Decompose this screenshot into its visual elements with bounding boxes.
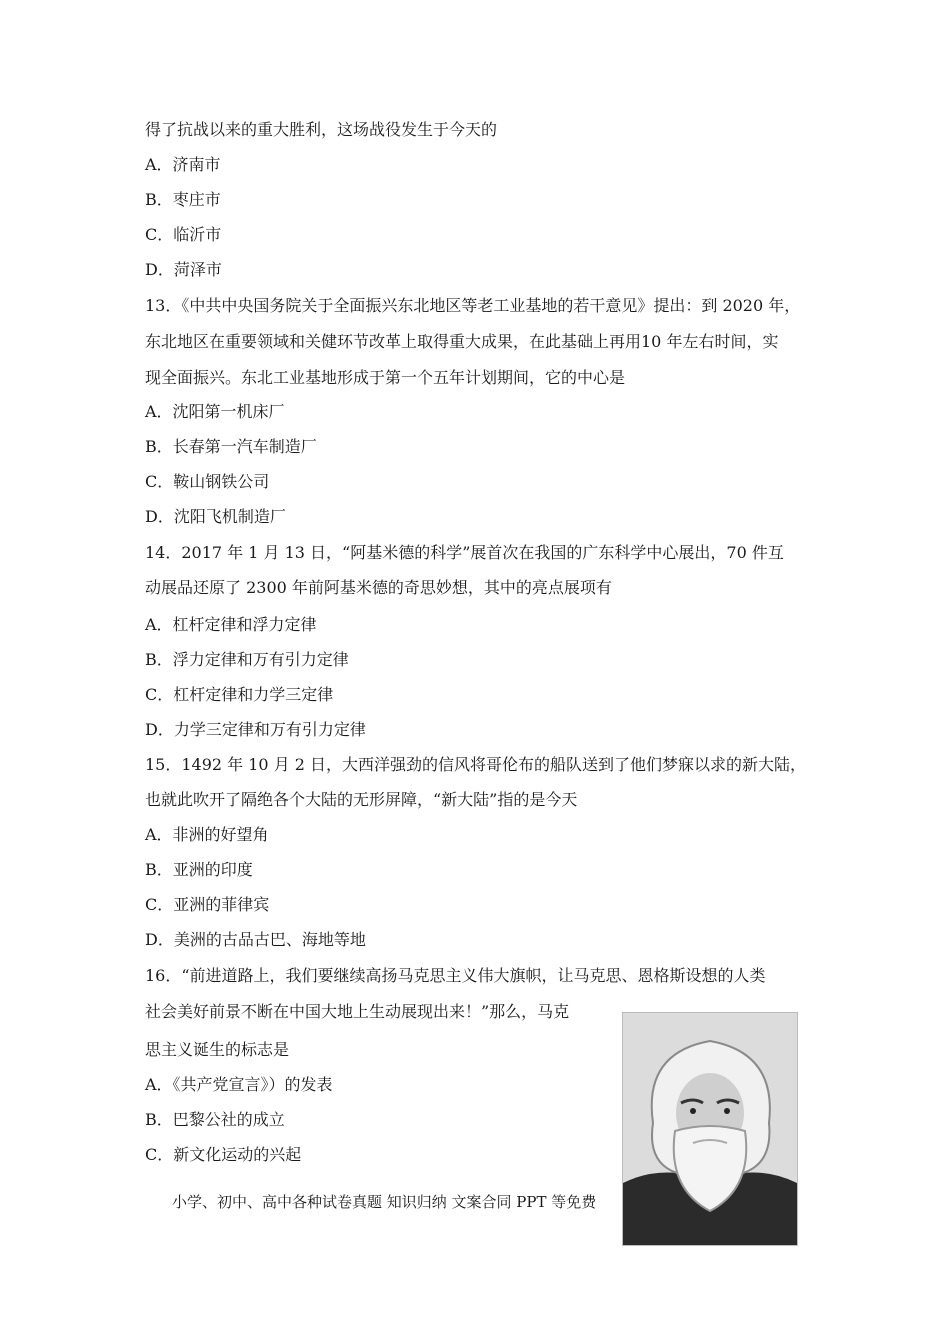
question-16: 16．“前进道路上，我们要继续高扬马克思主义伟大旗帜，让马克思、恩格斯设想的人类 bbox=[145, 966, 766, 985]
text-line: 动展品还原了 2300 年前阿基米德的奇思妙想，其中的亮点展项有 bbox=[145, 578, 612, 597]
option-a: A．济南市 bbox=[145, 155, 221, 174]
option-b: B．长春第一汽车制造厂 bbox=[145, 437, 317, 456]
option-c: C．临沂市 bbox=[145, 225, 222, 244]
option-d: D．菏泽市 bbox=[145, 260, 222, 279]
text-line: 现全面振兴。东北工业基地形成于第一个五年计划期间，它的中心是 bbox=[145, 368, 626, 387]
option-b: B．浮力定律和万有引力定律 bbox=[145, 650, 349, 669]
portrait-illustration bbox=[623, 1013, 797, 1245]
question-15: 15．1492 年 10 月 2 日，大西洋强劲的信风将哥伦布的船队送到了他们梦寐以求的新大陆， bbox=[145, 755, 807, 774]
option-d: D．美洲的古品古巴、海地等地 bbox=[145, 930, 366, 949]
text-line: 思主义诞生的标志是 bbox=[145, 1040, 290, 1059]
text-line: 东北地区在重要领域和关健环节改革上取得重大成果，在此基础上再用10 年左右时间，实 bbox=[145, 332, 779, 351]
option-c: C．杠杆定律和力学三定律 bbox=[145, 685, 334, 704]
option-c: C．鞍山钢铁公司 bbox=[145, 472, 270, 491]
option-c: C．亚洲的菲律宾 bbox=[145, 895, 270, 914]
text-line: 社会美好前景不断在中国大地上生动展现出来！”那么，马克 bbox=[145, 1002, 570, 1021]
option-d: D．沈阳飞机制造厂 bbox=[145, 507, 286, 526]
option-a: A．《共产党宣言》）的发表 bbox=[145, 1075, 333, 1094]
option-b: B．亚洲的印度 bbox=[145, 860, 253, 879]
option-b: B．枣庄市 bbox=[145, 190, 221, 209]
option-a: A．杠杆定律和浮力定律 bbox=[145, 615, 317, 634]
option-c: C．新文化运动的兴起 bbox=[145, 1145, 302, 1164]
option-a: A．沈阳第一机床厂 bbox=[145, 402, 285, 421]
text-line: 也就此吹开了隔绝各个大陆的无形屏障，“新大陆”指的是今天 bbox=[145, 790, 578, 809]
option-d: D．力学三定律和万有引力定律 bbox=[145, 720, 366, 739]
question-13: 13．《中共中央国务院关于全面振兴东北地区等老工业基地的若干意见》提出：到 2020 年， bbox=[145, 296, 801, 315]
text-line: 得了抗战以来的重大胜利，这场战役发生于今天的 bbox=[145, 120, 498, 139]
portrait-image bbox=[622, 1012, 798, 1246]
option-b: B．巴黎公社的成立 bbox=[145, 1110, 285, 1129]
option-a: A．非洲的好望角 bbox=[145, 825, 269, 844]
footer-text: 小学、初中、高中各种试卷真题 知识归纳 文案合同 PPT 等免费 bbox=[172, 1193, 597, 1211]
question-14: 14．2017 年 1 月 13 日，“阿基米德的科学”展首次在我国的广东科学中心展出，70 件互 bbox=[145, 543, 784, 562]
